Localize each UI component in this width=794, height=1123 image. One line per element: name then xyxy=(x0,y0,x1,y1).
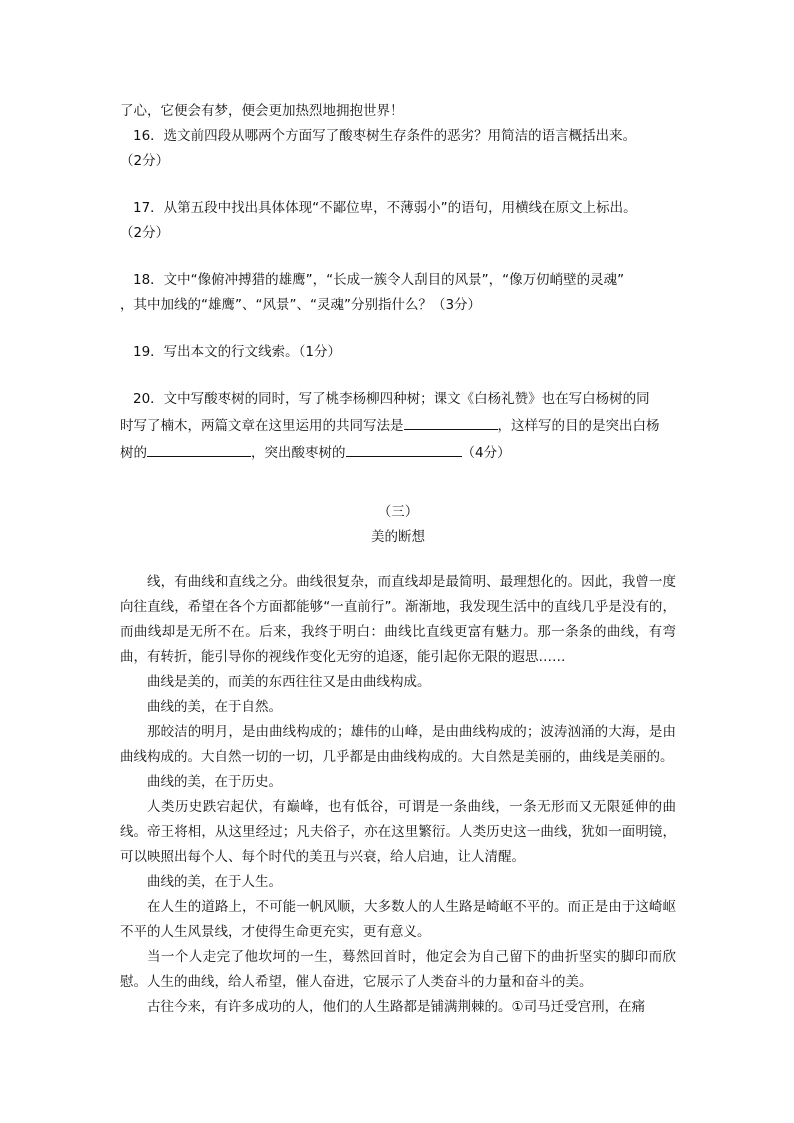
article-paragraph-3: 曲线的美，在于自然。 xyxy=(147,699,282,715)
answer-blank-jujube[interactable] xyxy=(346,439,462,457)
article-paragraph-10: 古往今来，有许多成功的人，他们的人生路都是铺满荆棘的。①司马迁受宫刑，在痛 xyxy=(147,999,646,1015)
question-16: 16．选文前四段从哪两个方面写了酸枣树生存条件的恶劣？用简洁的语言概括出来。 xyxy=(133,128,637,144)
q20-text-5: （4分） xyxy=(461,445,511,461)
article-paragraph-8: 在人生的道路上，不可能一帆风顺，大多数人的人生路是崎岖不平的。而正是由于这崎岖不平的人生风景线，才使得生命更充实，更有意义。 xyxy=(120,899,676,940)
intro-line: 了心，它便会有梦，便会更加热烈地拥抱世界！ xyxy=(120,103,404,119)
article-title: 美的断想 xyxy=(371,529,425,545)
article-paragraph-9: 当一个人走完了他坎坷的一生，蓦然回首时，他定会为自己留下的曲折坚实的脚印而欣慰。人生的曲线，给人希望，催人奋进，它展示了人类奋斗的力量和奋斗的美。 xyxy=(120,949,676,990)
article-paragraph-1: 线，有曲线和直线之分。曲线很复杂，而直线却是最简明、最理想化的。因此，我曾一度向往直线，希望在各个方面都能够“一直前行”。渐渐地，我发现生活中的直线几乎是没有的，而曲线却是无所不在。后来，我终于明白：曲线比直线更富有魅力。那一条条的曲线，有弯曲，有转折，能引导你的视线作变化无穷的追逐，能引起你无限的遐思…… xyxy=(120,574,676,665)
q20-text-2: ，这样写的目的是突出白杨 xyxy=(497,418,660,434)
answer-blank-method[interactable] xyxy=(404,412,498,430)
question-18: 18．文中“像俯冲搏猎的雄鹰”，“长成一簇令人刮目的风景”，“像万仞峭壁的灵魂” xyxy=(133,272,625,288)
question-20-line2 xyxy=(120,412,676,439)
question-20-line3 xyxy=(120,439,676,466)
q20-text-4: ，突出酸枣树的 xyxy=(251,445,346,461)
answer-blank-poplar[interactable] xyxy=(147,439,251,457)
article-paragraph-6: 人类历史跌宕起伏，有巅峰，也有低谷，可谓是一条曲线，一条无形而又无限延伸的曲线。帝王将相，从这里经过；凡夫俗子，亦在这里繁衍。人类历史这一曲线，犹如一面明镜，可以映照出每个人、每个时代的美丑与兴衰，给人启迪，让人清醒。 xyxy=(120,799,676,865)
article-paragraph-7: 曲线的美，在于人生。 xyxy=(147,874,282,890)
question-16-score: （2分） xyxy=(120,153,170,169)
question-17-score: （2分） xyxy=(120,225,170,241)
question-19: 19．写出本文的行文线索。（1分） xyxy=(133,344,342,360)
article-paragraph-2: 曲线是美的，而美的东西往往又是由曲线构成。 xyxy=(147,674,431,690)
article-paragraph-5: 曲线的美，在于历史。 xyxy=(147,774,282,790)
question-17: 17．从第五段中找出具体体现“不鄙位卑，不薄弱小”的语句，用横线在原文上标出。 xyxy=(133,200,637,216)
question-20: 20．文中写酸枣树的同时，写了桃李杨柳四种树；课文《白杨礼赞》也在写白杨树的同 xyxy=(133,391,650,407)
q20-text-1: 时写了楠木，两篇文章在这里运用的共同写法是 xyxy=(120,418,404,434)
article-paragraph-4: 那皎洁的明月，是由曲线构成的；雄伟的山峰，是由曲线构成的；波涛汹涌的大海，是由曲线构成的。大自然一切的一切，几乎都是由曲线构成的。大自然是美丽的，曲线是美丽的。 xyxy=(120,724,676,765)
section-number: （三） xyxy=(377,504,419,520)
question-18-cont: ，其中加线的“雄鹰”、“风景”、“灵魂”分别指什么？（3分） xyxy=(120,297,482,313)
document-page xyxy=(120,99,676,1020)
q20-text-3: 树的 xyxy=(120,445,147,461)
